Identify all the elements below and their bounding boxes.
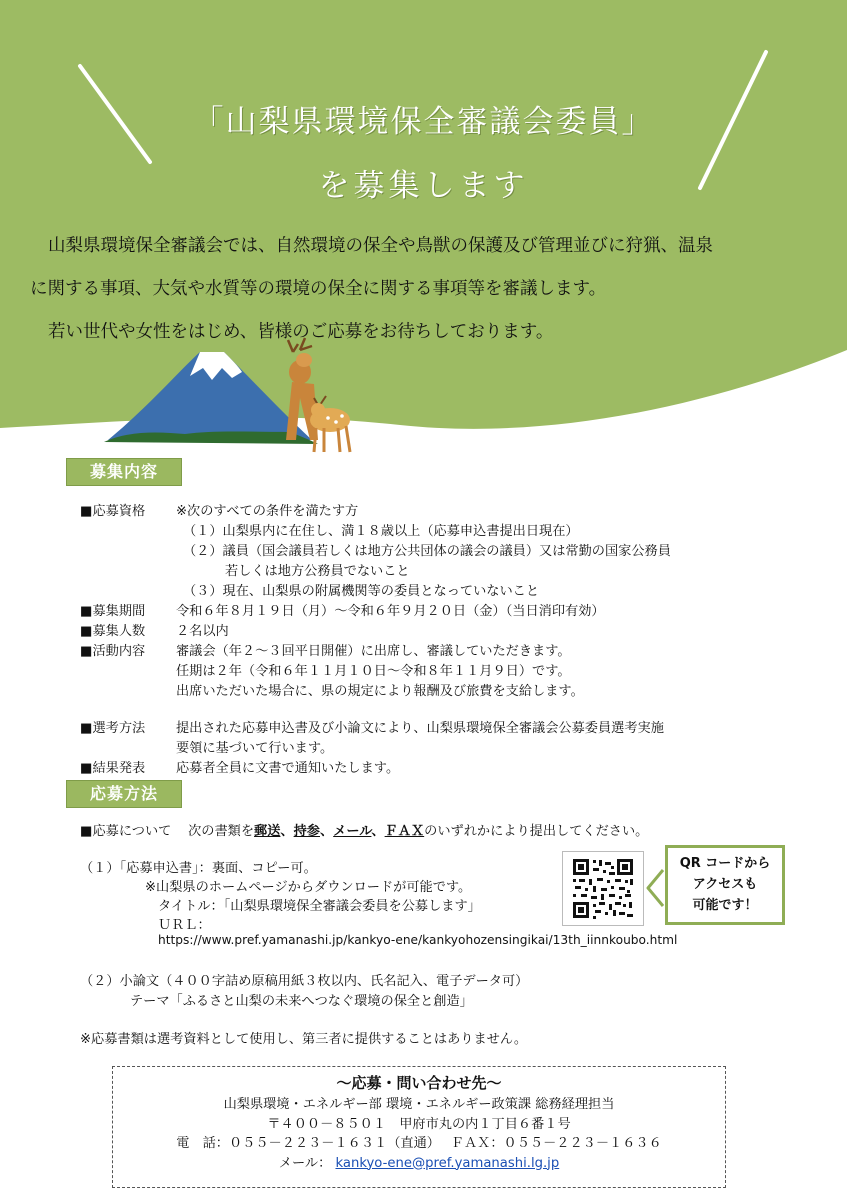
selection-line-1: 提出された応募申込書及び小論文により、山梨県環境保全審議会公募委員選考実施 bbox=[176, 721, 664, 736]
qr-note-box bbox=[665, 845, 785, 925]
section-heading-application: 応募方法 bbox=[66, 780, 182, 808]
selection-label: ■選考方法 bbox=[80, 721, 146, 736]
activity-line-3: 出席いただいた場合に、県の規定により報酬及び旅費を支給します。 bbox=[176, 684, 584, 699]
contact-email-label: メール： bbox=[278, 1155, 332, 1171]
separator-1: 、 bbox=[280, 824, 294, 839]
condition-1: （１）山梨県内に在住し、満１８歳以上（応募申込書提出日現在） bbox=[183, 524, 579, 539]
qr-note-line-3: 可能です！ bbox=[692, 898, 758, 913]
method-mail: 郵送 bbox=[254, 824, 281, 839]
qr-code[interactable] bbox=[562, 851, 644, 926]
selection-line-2: 要領に基づいて行います。 bbox=[176, 741, 334, 756]
qr-code-icon bbox=[563, 852, 643, 925]
doc1-url-label: ＵＲＬ： bbox=[158, 918, 211, 933]
period-text: 令和６年８月１９日（月）～令和６年９月２０日（金）（当日消印有効） bbox=[176, 604, 605, 619]
contact-box bbox=[112, 1066, 726, 1188]
activity-label: ■活動内容 bbox=[80, 644, 146, 659]
doc1-url[interactable]: https://www.pref.yamanashi.jp/kankyo-ene/kankyohozensingikai/13th_iinnkoubo.html bbox=[158, 933, 678, 947]
doc2-theme: テーマ「ふるさと山梨の未来へつなぐ環境の保全と創造」 bbox=[130, 994, 473, 1009]
about-post: のいずれかにより提出してください。 bbox=[424, 824, 649, 839]
doc1-note: ※山梨県のホームページからダウンロードが可能です。 bbox=[145, 880, 472, 895]
contact-email-row bbox=[113, 1154, 725, 1174]
qualification-label: ■応募資格 bbox=[80, 504, 146, 519]
separator-3: 、 bbox=[371, 824, 385, 839]
activity-line-2: 任期は２年（令和６年１１月１０日～令和８年１１月９日）です。 bbox=[176, 664, 571, 679]
result-text: 応募者全員に文書で通知いたします。 bbox=[176, 761, 400, 776]
method-fax: ＦＡＸ bbox=[384, 824, 425, 839]
hero-background bbox=[0, 0, 847, 460]
arrow-left-icon bbox=[645, 868, 665, 908]
separator-2: 、 bbox=[319, 824, 334, 839]
count-label: ■募集人数 bbox=[80, 624, 146, 639]
about-label: ■応募について bbox=[80, 824, 172, 839]
condition-2-line-1: （２）議員（国会議員若しくは地方公共団体の議会の議員）又は常勤の国家公務員 bbox=[183, 544, 671, 559]
qr-note-line-1: QR コードから bbox=[679, 856, 771, 871]
qr-note-line-2: アクセスも bbox=[692, 877, 758, 892]
condition-3: （３）現在、山梨県の附属機関等の委員となっていないこと bbox=[183, 584, 540, 599]
method-email: メール bbox=[333, 824, 372, 839]
count-text: ２名以内 bbox=[176, 624, 229, 639]
section-heading-recruitment: 募集内容 bbox=[66, 458, 182, 486]
intro-line-2: に関する事項、大気や水質等の環境の保全に関する事項等を審議します。 bbox=[30, 279, 607, 299]
page-title: 「山梨県環境保全審議会委員」 bbox=[192, 104, 655, 140]
contact-email-link[interactable]: kankyo-ene@pref.yamanashi.lg.jp bbox=[335, 1155, 560, 1171]
result-label: ■結果発表 bbox=[80, 761, 146, 776]
doc2-title: （２）小論文（４００字詰め原稿用紙３枚以内、氏名記入、電子データ可） bbox=[80, 974, 529, 989]
contact-phone-fax: 電 話：０５５－２２３－１６３１（直通） ＦＡＸ：０５５－２２３－１６３６ bbox=[176, 1136, 662, 1151]
about-pre: 次の書類を bbox=[188, 824, 255, 839]
hero-illustration bbox=[0, 0, 847, 460]
qualification-text: ※次のすべての条件を満たす方 bbox=[176, 504, 359, 519]
period-label: ■募集期間 bbox=[80, 604, 146, 619]
intro-line-1: 山梨県環境保全審議会では、自然環境の保全や鳥獣の保護及び管理並びに狩猟、温泉 bbox=[48, 236, 713, 256]
activity-line-1: 審議会（年２～３回平日開催）に出席し、審議していただきます。 bbox=[176, 644, 571, 659]
disclaimer: ※応募書類は選考資料として使用し、第三者に提供することはありません。 bbox=[80, 1032, 528, 1047]
doc1-title: （１）「応募申込書」：裏面、コピー可。 bbox=[80, 861, 317, 876]
contact-title: ～応募・問い合わせ先～ bbox=[336, 1074, 502, 1092]
method-bring: 持参 bbox=[293, 824, 320, 839]
intro-line-3: 若い世代や女性をはじめ、皆様のご応募をお待ちしております。 bbox=[48, 322, 554, 342]
page-subtitle: を募集します bbox=[318, 168, 529, 204]
condition-2-line-2: 若しくは地方公務員でないこと bbox=[225, 564, 410, 579]
contact-department: 山梨県環境・エネルギー部 環境・エネルギー政策課 総務経理担当 bbox=[223, 1097, 615, 1112]
doc1-page-title: タイトル：「山梨県環境保全審議会委員を公募します」 bbox=[158, 899, 481, 914]
application-instructions bbox=[80, 820, 648, 839]
contact-address: 〒４００－８５０１ 甲府市丸の内１丁目６番１号 bbox=[267, 1116, 571, 1132]
